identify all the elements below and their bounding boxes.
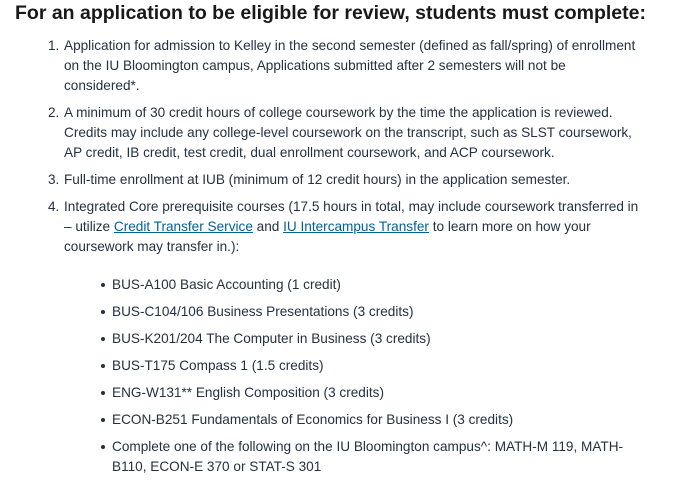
bullet-icon [101,364,105,368]
course-item [112,302,652,322]
iu-intercampus-transfer-link[interactable]: IU Intercampus Transfer [283,219,429,234]
bullet-icon [101,283,105,287]
bullet-icon [101,310,105,314]
requirement-number: 2. [48,105,60,120]
requirement-item [48,103,644,163]
bullet-icon [101,445,105,449]
credit-transfer-service-link[interactable]: Credit Transfer Service [113,219,253,234]
course-text: ECON-B251 Fundamentals of Economics for Business I (3 credits) [112,412,514,427]
requirement-text-after: to learn more on how your coursework may transfer in.): [64,219,591,254]
bullet-icon [101,337,105,341]
requirement-text: Application for admission to Kelley in the second semester (defined as fall/spring) of enrollment on the IU Bloomington campus, Applications submitted after 2 semesters will not be considered*. [64,38,636,93]
requirement-text: A minimum of 30 credit hours of college coursework by the time the application is reviewed. Credits may include any college-level coursework on the transcript, such as SLST coursework, AP credit, IB credit, test credit, dual enrollment coursework, and ACP coursework. [64,105,632,160]
requirement-number: 3. [48,172,60,187]
course-item [112,437,652,477]
requirements-list [48,36,644,264]
bullet-icon [101,391,105,395]
requirement-item [48,170,644,190]
course-item [112,356,652,376]
course-text: Complete one of the following on the IU Bloomington campus^: MATH-M 119, MATH-B110, ECON-E 370 or STAT-S 301 [112,439,624,474]
requirement-text-between: and [252,219,284,234]
course-item [112,410,652,430]
section-heading: For an application to be eligible for review, students must complete: [15,2,646,24]
requirement-number: 4. [48,199,60,214]
requirement-item [48,197,644,257]
course-text: BUS-K201/204 The Computer in Business (3 credits) [112,331,431,346]
course-item [112,329,652,349]
courses-list [112,275,652,484]
requirement-text: Full-time enrollment at IUB (minimum of 12 credit hours) in the application semester. [64,172,571,187]
requirement-text-before: Integrated Core prerequisite courses (17.5 hours in total, may include coursework transferred in – utilize [64,199,639,234]
bullet-icon [101,418,105,422]
course-text: BUS-T175 Compass 1 (1.5 credits) [112,358,324,373]
course-item [112,275,652,295]
requirement-item [48,36,644,96]
requirement-number: 1. [48,38,60,53]
course-item [112,383,652,403]
course-text: BUS-A100 Basic Accounting (1 credit) [112,277,341,292]
course-text: BUS-C104/106 Business Presentations (3 credits) [112,304,414,319]
course-text: ENG-W131** English Composition (3 credits) [112,385,384,400]
